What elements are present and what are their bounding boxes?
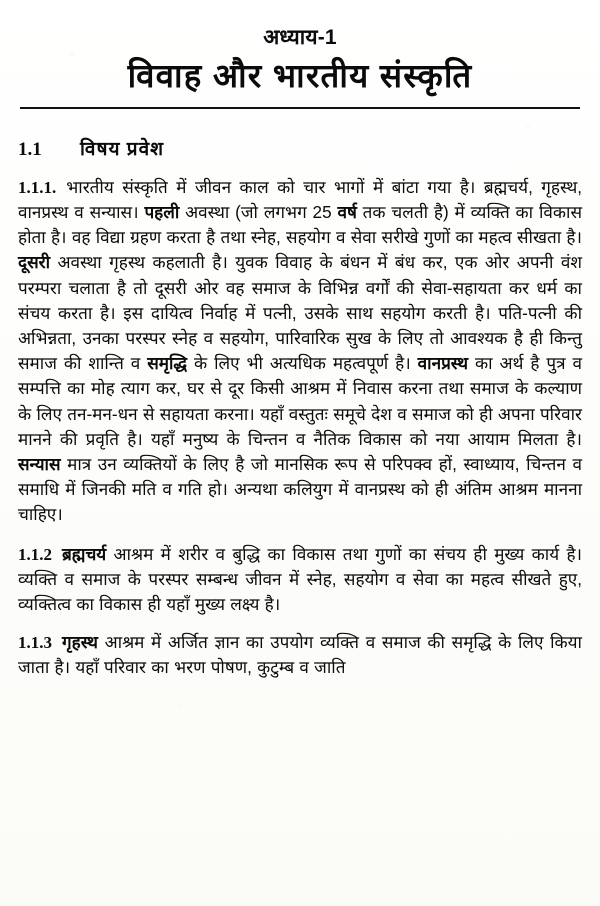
paragraph-text: भारतीय संस्कृति में जीवन काल को चार भागों में बांटा गया है। ब्रह्मचर्य, गृहस्थ, वानप्रस्थ व सन्यास। xyxy=(18,177,582,222)
body-paragraph xyxy=(18,542,582,618)
paragraph-text: अवस्था (जो लगभग 25 xyxy=(179,202,338,222)
body-paragraph xyxy=(18,630,582,680)
emphasized-term: सन्यास xyxy=(18,454,61,474)
section-heading xyxy=(18,135,582,161)
paragraph-text: अवस्था गृहस्थ कहलाती है। युवक विवाह के बंधन में बंध कर, एक ओर अपनी वंश परम्परा चलाता है तो दूसरी ओर वह समाज के विभिन्न वर्गों की सेवा-सहायता कर धर्म का संचय करता है। इस दायित्व निर्वाह में पत्नी, उसके साथ सहयोग करती है। पति-पत्नी की अभिन्नता, उनका परस्पर स्नेह व सहयोग, पारिवारिक सुख के लिए तो आवश्यक है ही किन्तु समाज की शान्ति व xyxy=(18,253,582,374)
emphasized-term: समृद्धि xyxy=(147,354,188,374)
emphasized-term: दूसरी xyxy=(18,253,51,273)
chapter-masthead xyxy=(18,0,582,109)
chapter-title: विवाह और भारतीय संस्कृति xyxy=(127,57,473,95)
title-divider-rule xyxy=(20,107,580,109)
paragraph-list xyxy=(18,175,582,681)
paragraph-number: 1.1.1. xyxy=(18,177,57,197)
chapter-label: अध्याय-1 xyxy=(263,26,337,49)
emphasized-term: ब्रह्मचर्य xyxy=(62,544,107,564)
paragraph-text: के लिए भी अत्यधिक महत्वपूर्ण है। xyxy=(187,354,418,374)
paragraph-number: 1.1.3 xyxy=(18,633,52,653)
paragraph-text: आश्रम में अर्जित ज्ञान का उपयोग व्यक्ति व समाज की समृद्धि के लिए किया जाता है। यहाँ परिवार का भरण पोषण, कुटुम्ब व जाति xyxy=(18,633,582,678)
paragraph-text: तक चलती है) में व्यक्ति का विकास होता है। वह विद्या ग्रहण करता है तथा स्नेह, सहयोग व सेवा सरीखे गुणों का महत्व सीखता है। xyxy=(18,202,582,248)
emphasized-term: गृहस्थ xyxy=(62,633,98,653)
emphasized-term: पहली xyxy=(144,202,180,222)
paragraph-text: मात्र उन व्यक्तियों के लिए है जो मानसिक रूप से परिपक्व हों, स्वाध्याय, चिन्तन व समाधि में जिनकी मति व गति हो। अन्यथा कलियुग में वानप्रस्थ को ही अंतिम आश्रम मानना चाहिए। xyxy=(18,454,582,525)
body-paragraph xyxy=(18,175,582,528)
paragraph-number: 1.1.2 xyxy=(18,544,52,564)
emphasized-term: वानप्रस्थ xyxy=(417,354,469,374)
emphasized-term: वर्ष xyxy=(337,202,357,222)
section-heading-number: 1.1 xyxy=(18,138,42,160)
paragraph-text: का अर्थ है पुत्र व सम्पत्ति का मोह त्याग कर, घर से दूर किसी आश्रम में निवास करना तथा समाज के कल्याण के लिए तन-मन-धन से सहायता करना। यहाँ वस्तुतः समूचे देश व समाज को ही अपना परिवार मानने की प्रवृति है। यहाँ मनुष्य के चिन्तन व नैतिक विकास को नया आयाम मिलता है। xyxy=(18,354,582,449)
section-heading-title: विषय प्रवेश xyxy=(80,138,165,160)
paragraph-text: आश्रम में शरीर व बुद्धि का विकास तथा गुणों का संचय ही मुख्य कार्य है। व्यक्ति व समाज के परस्पर सम्बन्ध जीवन में स्नेह, सहयोग व सेवा का महत्व सीखते हुए, व्यक्तित्व का विकास ही यहाँ मुख्य लक्ष्य है। xyxy=(18,544,582,614)
page-content xyxy=(18,0,582,906)
